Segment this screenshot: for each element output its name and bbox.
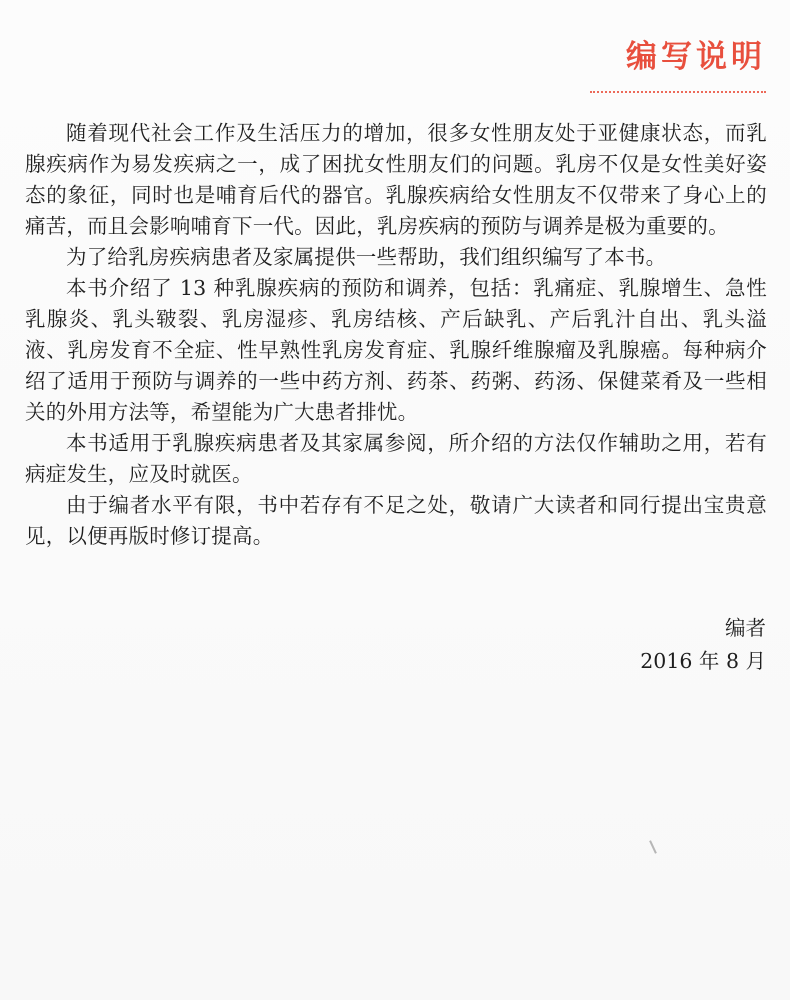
body-text bbox=[25, 118, 767, 552]
signature-block bbox=[640, 612, 766, 678]
title-dotted-rule bbox=[590, 91, 766, 93]
page-title: 编写说明 bbox=[626, 39, 766, 75]
paper-speck bbox=[649, 840, 657, 854]
paragraph-2: 为了给乳房疾病患者及家属提供一些帮助，我们组织编写了本书。 bbox=[66, 245, 667, 269]
paragraph-5: 由于编者水平有限，书中若存有不足之处，敬请广大读者和同行提出宝贵意见，以便再版时修订提高。 bbox=[25, 493, 767, 548]
signature-author: 编者 bbox=[725, 616, 766, 640]
paragraph-1: 随着现代社会工作及生活压力的增加，很多女性朋友处于亚健康状态，而乳腺疾病作为易发疾病之一，成了困扰女性朋友们的问题。乳房不仅是女性美好姿态的象征，同时也是哺育后代的器官。乳腺疾病给女性朋友不仅带来了身心上的痛苦，而且会影响哺育下一代。因此，乳房疾病的预防与调养是极为重要的。 bbox=[25, 121, 767, 238]
paragraph-4: 本书适用于乳腺疾病患者及其家属参阅，所介绍的方法仅作辅助之用，若有病症发生，应及时就医。 bbox=[25, 431, 767, 486]
signature-date: 2016 年 8 月 bbox=[640, 649, 766, 673]
paragraph-3: 本书介绍了 13 种乳腺疾病的预防和调养，包括：乳痛症、乳腺增生、急性乳腺炎、乳头皲裂、乳房湿疹、乳房结核、产后缺乳、产后乳汁自出、乳头溢液、乳房发育不全症、性早熟性乳房发育症、乳腺纤维腺瘤及乳腺癌。每种病介绍了适用于预防与调养的一些中药方剂、药茶、药粥、药汤、保健菜肴及一些相关的外用方法等，希望能为广大患者排忧。 bbox=[25, 276, 767, 424]
